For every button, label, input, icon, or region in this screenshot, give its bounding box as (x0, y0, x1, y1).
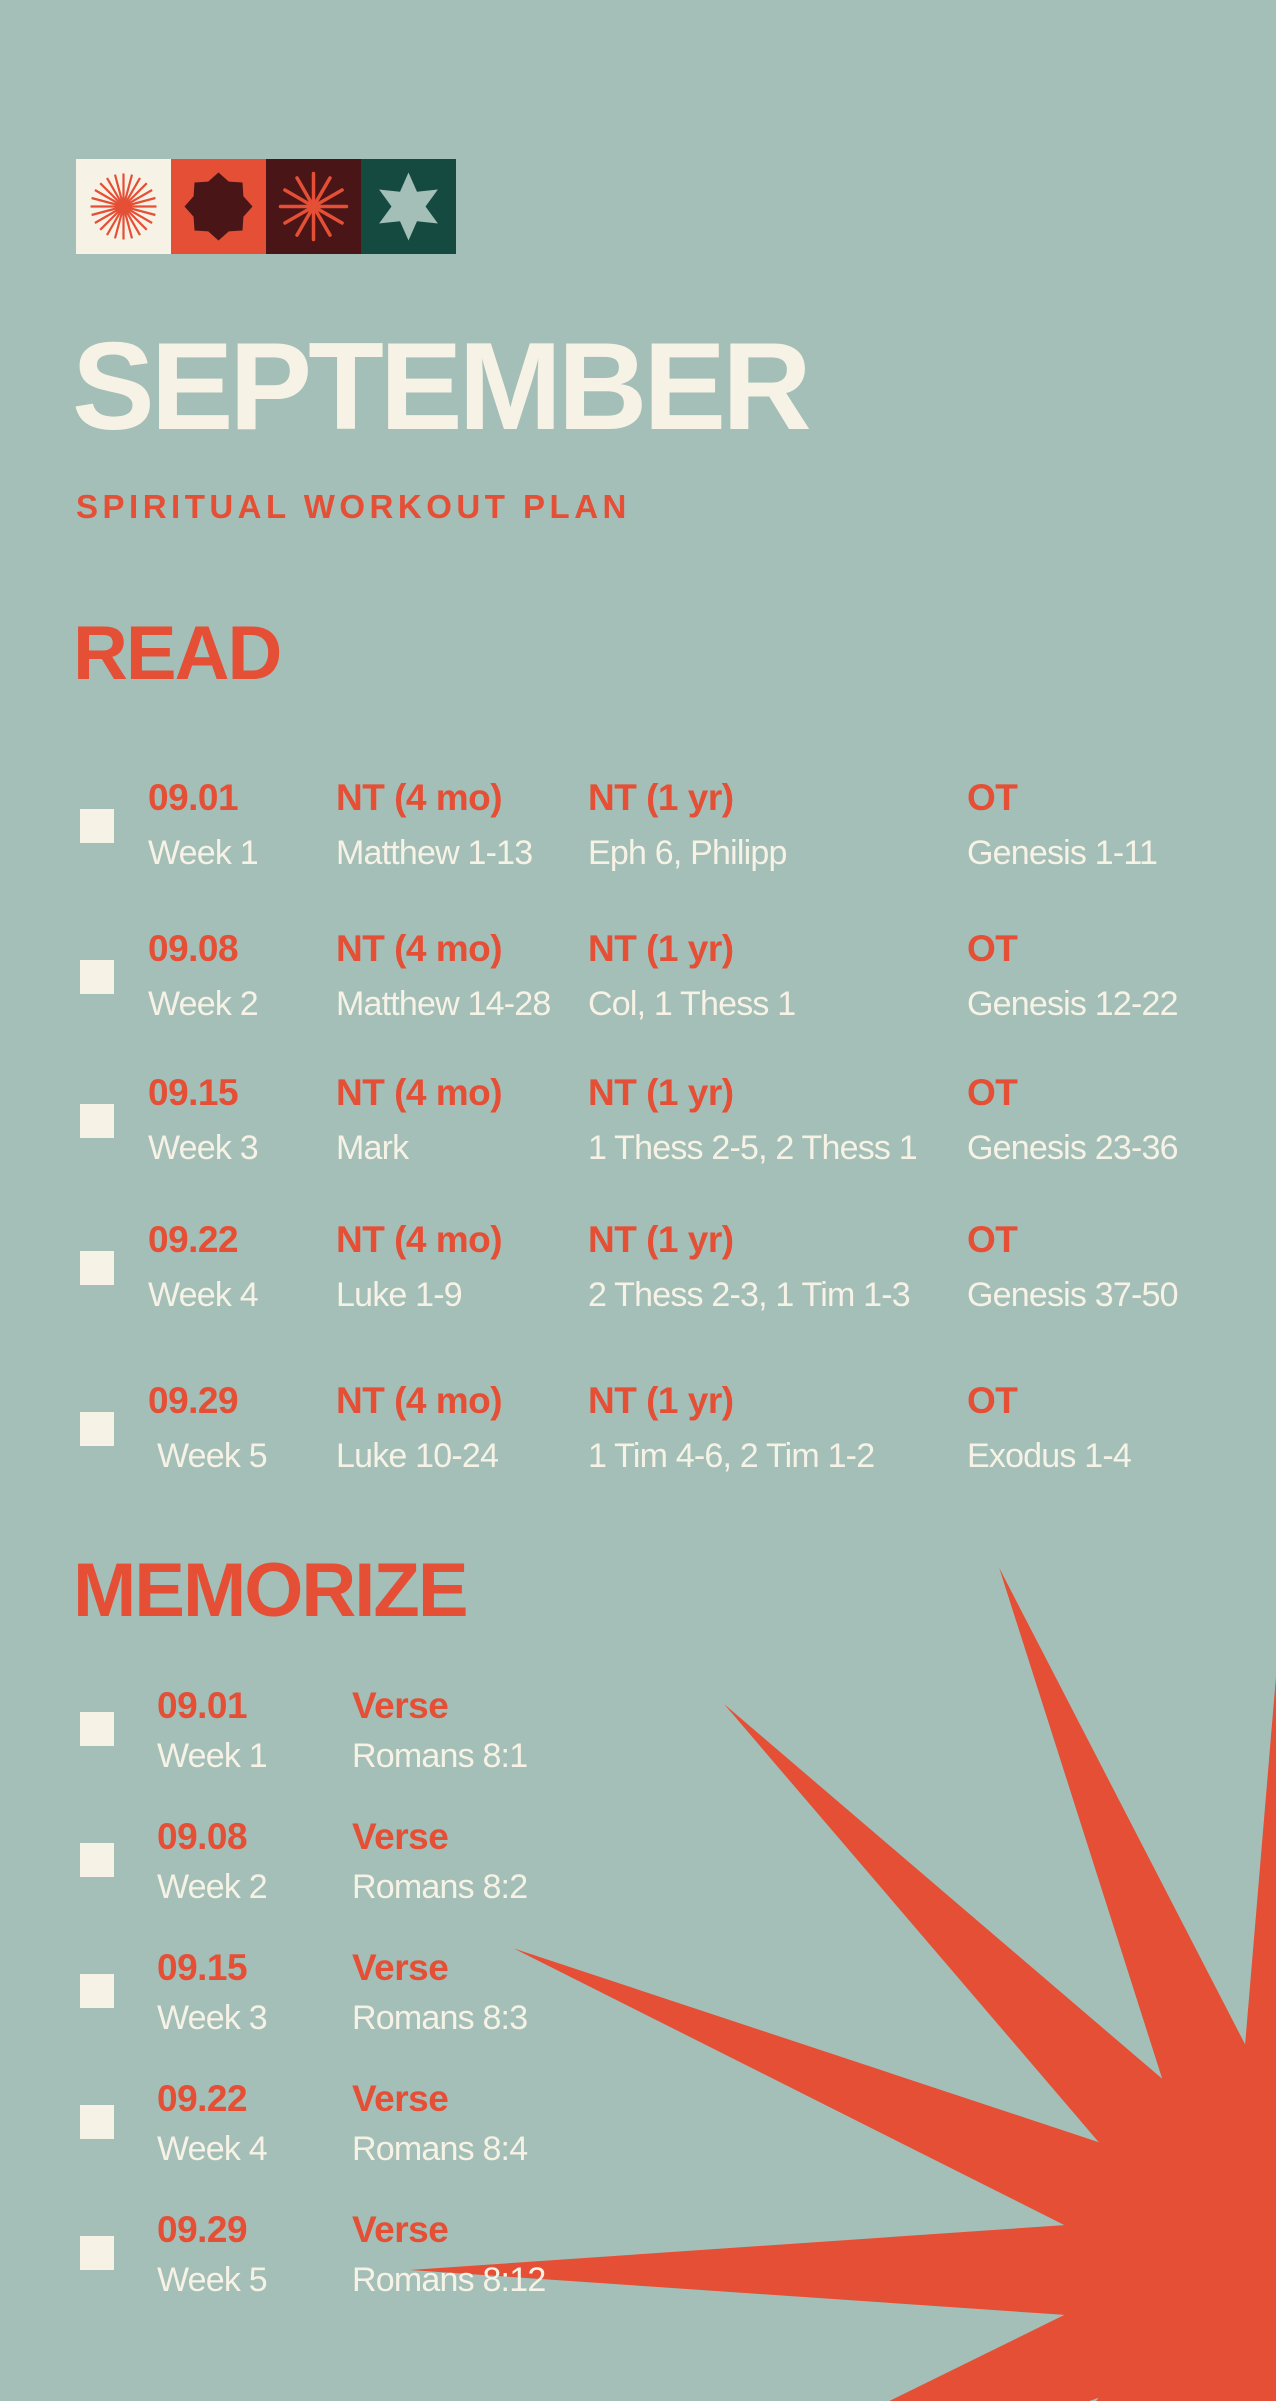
read-week: Week 3 (148, 1129, 258, 1167)
read-week: Week 1 (148, 834, 258, 872)
nt-1yr-label: NT (1 yr) (588, 1072, 734, 1113)
read-checkbox-week-3[interactable] (80, 1104, 114, 1138)
memorize-checkbox-week-4[interactable] (80, 2105, 114, 2139)
verse-reference: Romans 8:3 (352, 1999, 528, 2037)
verse-reference: Romans 8:4 (352, 2130, 528, 2168)
read-date: 09.08 (148, 928, 239, 969)
nt-4mo-reading: Luke 1-9 (336, 1276, 462, 1314)
read-date: 09.29 (148, 1380, 239, 1421)
memorize-week: Week 4 (157, 2130, 267, 2168)
ot-label: OT (967, 928, 1018, 969)
badge-asterisk (266, 159, 361, 254)
read-checkbox-week-2[interactable] (80, 960, 114, 994)
nt-1yr-reading: 2 Thess 2-3, 1 Tim 1-3 (588, 1276, 910, 1314)
nt-1yr-reading: Col, 1 Thess 1 (588, 985, 796, 1023)
read-checkbox-week-5[interactable] (80, 1412, 114, 1446)
nt-1yr-label: NT (1 yr) (588, 928, 734, 969)
read-heading: READ (73, 611, 281, 696)
memorize-date: 09.22 (157, 2078, 248, 2119)
read-checkbox-week-4[interactable] (80, 1251, 114, 1285)
nt-1yr-reading: 1 Tim 4-6, 2 Tim 1-2 (588, 1437, 875, 1475)
ot-label: OT (967, 1072, 1018, 1113)
memorize-checkbox-week-1[interactable] (80, 1712, 114, 1746)
badge-star (361, 159, 456, 254)
verse-label: Verse (352, 1947, 449, 1988)
nt-4mo-reading: Matthew 14-28 (336, 985, 551, 1023)
nt-1yr-reading: Eph 6, Philipp (588, 834, 787, 872)
ot-reading: Genesis 37-50 (967, 1276, 1178, 1314)
nt-4mo-label: NT (4 mo) (336, 1380, 503, 1421)
verse-label: Verse (352, 1816, 449, 1857)
page-title: SEPTEMBER (72, 318, 808, 456)
nt-1yr-reading: 1 Thess 2-5, 2 Thess 1 (588, 1129, 917, 1167)
nt-4mo-label: NT (4 mo) (336, 928, 503, 969)
ot-reading: Exodus 1-4 (967, 1437, 1131, 1475)
badge-sunburst (76, 159, 171, 254)
read-checkbox-week-1[interactable] (80, 809, 114, 843)
memorize-checkbox-week-5[interactable] (80, 2236, 114, 2270)
verse-label: Verse (352, 2209, 449, 2250)
verse-reference: Romans 8:12 (352, 2261, 546, 2299)
octagram-icon (171, 159, 266, 254)
page-subtitle: SPIRITUAL WORKOUT PLAN (76, 488, 631, 525)
verse-reference: Romans 8:1 (352, 1737, 528, 1775)
ot-label: OT (967, 1380, 1018, 1421)
nt-4mo-label: NT (4 mo) (336, 1072, 503, 1113)
six-point-star-icon (361, 159, 456, 254)
nt-4mo-label: NT (4 mo) (336, 1219, 503, 1260)
verse-reference: Romans 8:2 (352, 1868, 528, 1906)
badge-octagram (171, 159, 266, 254)
verse-label: Verse (352, 1685, 449, 1726)
read-date: 09.01 (148, 777, 239, 818)
nt-1yr-label: NT (1 yr) (588, 1380, 734, 1421)
read-week: Week 5 (157, 1437, 267, 1475)
memorize-week: Week 5 (157, 2261, 267, 2299)
badge-row (76, 159, 456, 254)
memorize-checkbox-week-2[interactable] (80, 1843, 114, 1877)
verse-label: Verse (352, 2078, 449, 2119)
nt-4mo-reading: Matthew 1-13 (336, 834, 533, 872)
memorize-date: 09.29 (157, 2209, 248, 2250)
memorize-week: Week 1 (157, 1737, 267, 1775)
nt-4mo-reading: Mark (336, 1129, 409, 1167)
memorize-checkbox-week-3[interactable] (80, 1974, 114, 2008)
ot-reading: Genesis 1-11 (967, 834, 1158, 872)
nt-1yr-label: NT (1 yr) (588, 777, 734, 818)
memorize-week: Week 3 (157, 1999, 267, 2037)
ot-reading: Genesis 12-22 (967, 985, 1178, 1023)
memorize-heading: MEMORIZE (73, 1548, 467, 1633)
nt-1yr-label: NT (1 yr) (588, 1219, 734, 1260)
read-week: Week 2 (148, 985, 258, 1023)
nt-4mo-reading: Luke 10-24 (336, 1437, 499, 1475)
ot-reading: Genesis 23-36 (967, 1129, 1178, 1167)
memorize-date: 09.08 (157, 1816, 248, 1857)
ot-label: OT (967, 777, 1018, 818)
ot-label: OT (967, 1219, 1018, 1260)
read-date: 09.22 (148, 1219, 239, 1260)
read-week: Week 4 (148, 1276, 258, 1314)
memorize-date: 09.15 (157, 1947, 248, 1988)
read-date: 09.15 (148, 1072, 239, 1113)
asterisk-burst-icon (266, 159, 361, 254)
memorize-week: Week 2 (157, 1868, 267, 1906)
sunburst-icon (76, 159, 171, 254)
memorize-date: 09.01 (157, 1685, 248, 1726)
nt-4mo-label: NT (4 mo) (336, 777, 503, 818)
